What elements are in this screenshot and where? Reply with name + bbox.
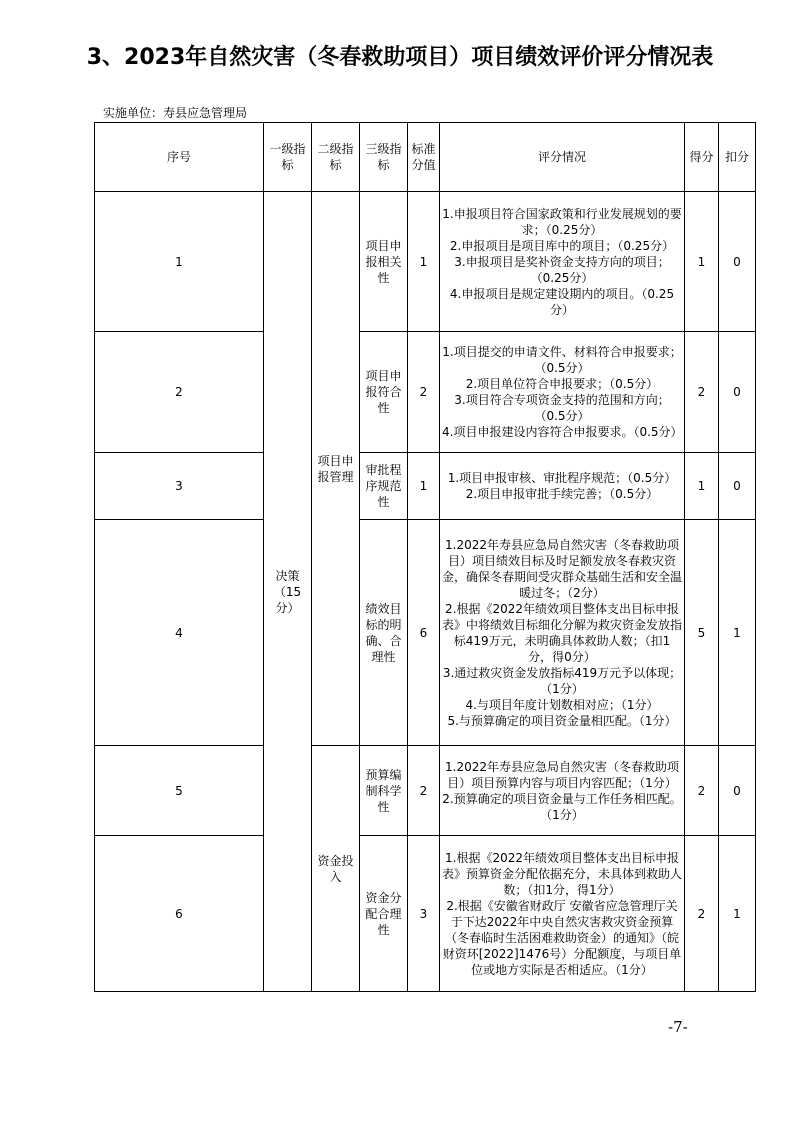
row-seq: 4	[95, 520, 264, 746]
score: 1	[685, 192, 719, 332]
deduction: 0	[719, 192, 756, 332]
deduction: 1	[719, 520, 756, 746]
criteria-cell	[440, 192, 685, 332]
criteria-item: 4.项目申报建设内容符合申报要求。（0.5分）	[442, 425, 683, 439]
header-level2: 二级指标	[312, 123, 360, 192]
row-seq: 6	[95, 836, 264, 992]
criteria-item: 1.2022年寿县应急局自然灾害（冬春救助项目）项目预算内容与项目内容匹配；（1分）	[445, 759, 679, 790]
criteria-item: 3.申报项目是奖补资金支持方向的项目；（0.25分）	[454, 254, 670, 285]
evaluation-table	[94, 122, 756, 992]
level2-indicator: 资金投入	[312, 746, 360, 992]
deduction: 0	[719, 746, 756, 836]
standard-score: 1	[408, 192, 440, 332]
criteria-item: 1.项目申报审核、审批程序规范；（0.5分）	[447, 471, 677, 485]
standard-score: 2	[408, 746, 440, 836]
header-score: 得分	[685, 123, 719, 192]
criteria-item: 1.2022年寿县应急局自然灾害（冬春救助项目）项目绩效目标及时足额发放冬春救灾资金，确保冬春期间受灾群众基础生活和安全温暖过冬；（2分）	[442, 537, 683, 600]
header-seq: 序号	[95, 123, 264, 192]
criteria-item: 2.根据《安徽省财政厅 安徽省应急管理厅关于下达2022年中央自然灾害救灾资金预算（冬春临时生活困难救助资金）的通知》（皖财资环[2022]1476号）分配额度，与项目单位或地方实际是否相适应。（1分）	[442, 898, 682, 977]
criteria-item: 2.项目申报审批手续完善；（0.5分）	[465, 487, 659, 501]
table-row	[95, 332, 756, 453]
score: 2	[685, 746, 719, 836]
criteria-cell	[440, 453, 685, 520]
score: 1	[685, 453, 719, 520]
criteria-item: 3.通过救灾资金发放指标419万元予以体现；（1分）	[442, 665, 682, 696]
level1-indicator: 决策（15分）	[264, 192, 312, 992]
criteria-cell	[440, 836, 685, 992]
criteria-item: 2.项目单位符合申报要求；（0.5分）	[465, 377, 659, 391]
level3-indicator: 预算编制科学性	[360, 746, 408, 836]
level2-indicator: 项目申报管理	[312, 192, 360, 746]
header-level1: 一级指标	[264, 123, 312, 192]
page-number: -7-	[668, 1018, 688, 1036]
standard-score: 3	[408, 836, 440, 992]
level3-indicator: 审批程序规范性	[360, 453, 408, 520]
criteria-cell	[440, 332, 685, 453]
criteria-item: 1.申报项目符合国家政策和行业发展规划的要求；（0.25分）	[442, 206, 682, 237]
criteria-item: 2.预算确定的项目资金量与工作任务相匹配。（1分）	[442, 791, 682, 822]
criteria-item: 1.项目提交的申请文件、材料符合申报要求；（0.5分）	[442, 345, 682, 375]
criteria-item: 2.根据《2022年绩效项目整体支出目标申报表》中将绩效目标细化分解为救灾资金发放指标419万元，未明确具体救助人数；（扣1分，得0分）	[442, 601, 683, 664]
level3-indicator: 绩效目标的明确、合理性	[360, 520, 408, 746]
table-row	[95, 453, 756, 520]
criteria-cell	[440, 746, 685, 836]
table-row	[95, 192, 756, 332]
score: 5	[685, 520, 719, 746]
standard-score: 2	[408, 332, 440, 453]
criteria-item: 5.与预算确定的项目资金量相匹配。（1分）	[447, 713, 677, 728]
level3-indicator: 资金分配合理性	[360, 836, 408, 992]
row-seq: 5	[95, 746, 264, 836]
standard-score: 1	[408, 453, 440, 520]
criteria-item: 4.与项目年度计划数相对应；（1分）	[465, 697, 659, 712]
row-seq: 2	[95, 332, 264, 453]
criteria-cell	[440, 520, 685, 746]
header-standard: 标准分值	[408, 123, 440, 192]
table-row	[95, 836, 756, 992]
deduction: 1	[719, 836, 756, 992]
implementing-unit: 实施单位：寿县应急管理局	[103, 106, 248, 120]
criteria-item: 4.申报项目是规定建设期内的项目。（0.25分）	[449, 286, 675, 317]
table-header-row	[95, 123, 756, 192]
row-seq: 3	[95, 453, 264, 520]
level3-indicator: 项目申报相关性	[360, 192, 408, 332]
score: 2	[685, 332, 719, 453]
table-row	[95, 746, 756, 836]
header-criteria: 评分情况	[440, 123, 685, 192]
criteria-item: 1.根据《2022年绩效项目整体支出目标申报表》预算资金分配依据充分，未具体到救助人数；（扣1分，得1分）	[442, 850, 683, 897]
standard-score: 6	[408, 520, 440, 746]
deduction: 0	[719, 453, 756, 520]
score: 2	[685, 836, 719, 992]
deduction: 0	[719, 332, 756, 453]
header-deduct: 扣分	[719, 123, 756, 192]
header-level3: 三级指标	[360, 123, 408, 192]
row-seq: 1	[95, 192, 264, 332]
criteria-item: 2.申报项目是项目库中的项目；（0.25分）	[449, 238, 675, 253]
criteria-item: 3.项目符合专项资金支持的范围和方向；（0.5分）	[454, 393, 670, 423]
level3-indicator: 项目申报符合性	[360, 332, 408, 453]
table-row	[95, 520, 756, 746]
document-title: 3、2023年自然灾害（冬春救助项目）项目绩效评价评分情况表	[86, 45, 714, 70]
